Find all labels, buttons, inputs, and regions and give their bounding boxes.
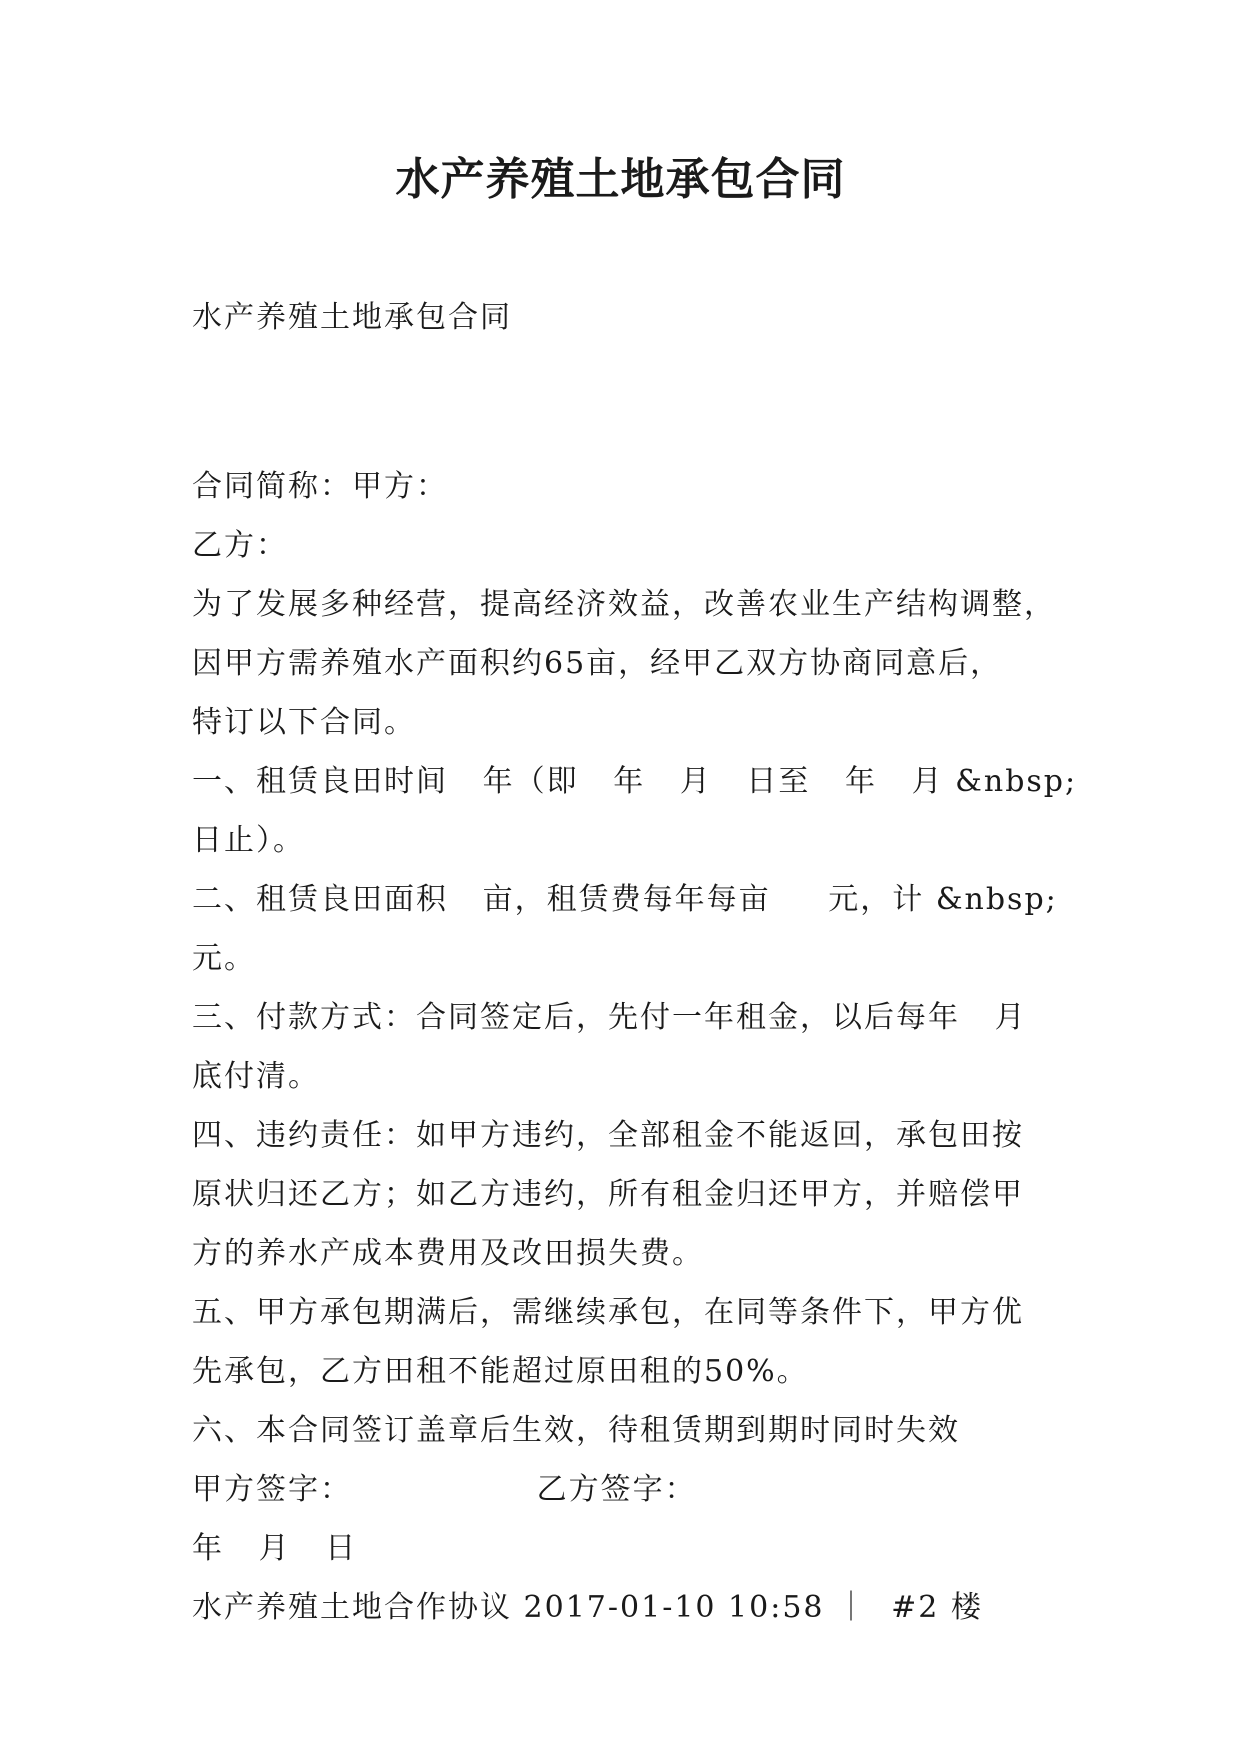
clause-2-line: 二、租赁良田面积 亩，租赁费每年每亩 元，计 &nbsp;: [192, 882, 1058, 917]
clause-4-line: 四、违约责任：如甲方违约，全部租金不能返回，承包田按: [192, 1118, 1024, 1153]
clause-3-line: 三、付款方式：合同签定后，先付一年租金，以后每年 月: [192, 1000, 1027, 1035]
clause-5-line: 先承包，乙方田租不能超过原田租的50%。: [192, 1354, 809, 1389]
preamble-line: 特订以下合同。: [192, 705, 416, 740]
document-title: 水产养殖土地承包合同: [395, 154, 846, 205]
contract-parties-line: 合同简称：甲方：: [192, 469, 448, 504]
clause-6-line: 六、本合同签订盖章后生效，待租赁期到期时同时失效: [192, 1413, 960, 1448]
signature-line: 甲方签字： 乙方签字：: [192, 1472, 697, 1507]
date-line: 年 月 日: [192, 1531, 358, 1566]
preamble-line: 为了发展多种经营，提高经济效益，改善农业生产结构调整，: [192, 587, 1056, 622]
clause-4-line: 方的养水产成本费用及改田损失费。: [192, 1236, 704, 1271]
clause-1-line: 一、租赁良田时间 年（即 年 月 日至 年 月 &nbsp;: [192, 764, 1078, 799]
clause-2-line: 元。: [192, 941, 256, 976]
footer-note: 水产养殖土地合作协议 2017-01-10 10:58 ｜ #2 楼: [192, 1590, 983, 1625]
preamble-line: 因甲方需养殖水产面积约65亩，经甲乙双方协商同意后，: [192, 646, 1003, 681]
clause-1-line: 日止）。: [192, 823, 305, 858]
document-body: [192, 288, 1078, 1637]
party-b-line: 乙方：: [192, 528, 288, 563]
document-subtitle: 水产养殖土地承包合同: [192, 300, 512, 335]
clause-4-line: 原状归还乙方；如乙方违约，所有租金归还甲方，并赔偿甲: [192, 1177, 1024, 1212]
paragraph-gap: [192, 347, 1072, 457]
clause-5-line: 五、甲方承包期满后，需继续承包，在同等条件下，甲方优: [192, 1295, 1024, 1330]
clause-3-line: 底付清。: [192, 1059, 320, 1094]
